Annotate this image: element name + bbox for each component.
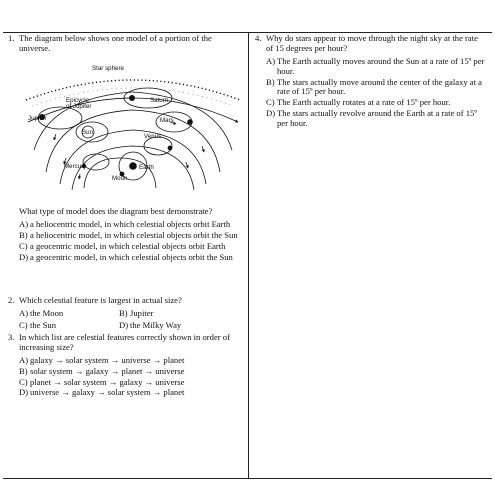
planet-venus [168,146,173,151]
question-3 [8,333,244,399]
choice-3b[interactable] [19,367,244,377]
choice-letter: D) [19,251,29,262]
choice-text: The stars actually revolve around the Earth at a rate of 15º per hour. [277,108,477,128]
question-3-stem [8,333,244,353]
choice-letter: A) [19,218,29,229]
question-2-choices [19,309,244,332]
choice-letter: B) [119,307,128,318]
choice-1a[interactable] [19,220,244,230]
choice-text: The Earth actually moves around the Sun at a rate of 15º per hour. [277,55,485,76]
choice-1c[interactable] [19,242,244,252]
choice-text: the Milky Way [130,319,182,330]
question-2 [8,296,244,332]
question-text: The diagram below shows one model of a portion of the universe. [19,33,212,53]
label-mercury: Mercury [64,163,87,170]
choice-4d[interactable] [266,109,487,129]
epicycle-mercury [83,154,109,170]
label-moon: Moon [112,175,128,182]
column-divider [248,32,249,478]
question-1-stem [8,34,244,54]
choice-1b[interactable] [19,231,244,241]
question-number: 1. [8,33,15,43]
question-text: Why do stars appear to move through the night sky at the rate of 15 degrees per hour? [266,33,478,53]
choice-text: the Moon [30,307,64,318]
question-text: In which list are celestial features correctly shown in order of increasing size? [19,332,230,352]
choice-letter: C) [19,376,28,387]
choice-letter: A) [266,55,276,66]
label-jupiter: Jupiter [28,115,47,122]
question-2-stem [8,296,244,306]
question-text: Which celestial feature is largest in actual size? [19,295,182,305]
choice-letter: A) [19,307,29,318]
choice-letter: B) [19,365,28,376]
choice-letter: D) [119,319,129,330]
choice-2d[interactable] [119,321,219,331]
choice-text: Jupiter [130,307,154,318]
choice-text: galaxy → solar system → universe → planet [30,354,185,365]
choice-3c[interactable] [19,378,244,388]
label-venus: Venus [144,133,162,140]
question-number: 3. [8,332,15,342]
geocentric-model-diagram [20,62,246,202]
choice-text: a heliocentric model, in which celestial objects orbit Earth [30,218,231,229]
choice-text: planet → solar system → galaxy → universe [30,376,185,387]
question-1 [8,34,244,54]
label-sun: Sun [82,129,94,136]
choice-4c[interactable] [266,98,487,108]
choice-letter: A) [19,354,29,365]
choice-4a[interactable] [266,57,487,77]
choice-2b[interactable] [119,309,219,319]
planet-earth [129,162,137,170]
question-1-prompt-block [8,207,244,263]
planet-saturn [129,95,135,101]
choice-letter: C) [266,97,275,108]
choice-letter: C) [19,319,28,330]
choice-2a[interactable] [19,309,119,319]
choice-3a[interactable] [19,356,244,366]
choice-text: a heliocentric model, in which celestial objects orbit the Sun [30,229,238,240]
choice-text: The Earth actually rotates at a rate of 15º per hour. [277,97,451,108]
question-number: 4. [255,33,262,43]
choice-3d[interactable] [19,388,244,398]
choice-text: the Sun [30,319,57,330]
choice-letter: C) [19,240,28,251]
choice-text: a geocentric model, in which celestial objects orbit the Sun [30,251,233,262]
choice-text: The stars actually move around the center of the galaxy at a rate of 15º per hour. [277,76,482,97]
label-of-jupiter: of Jupiter [66,103,92,110]
question-4-choices [266,57,487,129]
choice-letter: B) [19,229,28,240]
label-earth: Earth [139,164,154,171]
question-1-prompt: What type of model does the diagram best demonstrate? [19,206,213,216]
question-1-choices [19,220,244,263]
choice-letter: B) [266,76,275,87]
choice-text: a geocentric model, in which celestial objects orbit Earth [30,240,226,251]
question-number: 2. [8,295,15,305]
question-4-stem [255,34,487,54]
planet-mars [187,119,193,125]
choice-4b[interactable] [266,78,487,98]
choice-letter: D) [266,108,276,119]
question-3-choices [19,356,244,399]
label-epicycle: Epicycle [66,97,90,104]
choice-1d[interactable] [19,253,244,263]
choice-text: solar system → galaxy → planet → universe [30,365,185,376]
bottom-rule [3,478,492,479]
orbit-venus [60,130,206,184]
label-mars: Mars [160,117,174,124]
choice-2c[interactable] [19,321,119,331]
choice-letter: D) [19,387,29,398]
choice-text: universe → galaxy → solar system → planet [30,387,185,398]
question-4 [255,34,487,130]
label-saturn: Saturn [150,97,169,104]
label-star-sphere: Star sphere [92,65,124,72]
